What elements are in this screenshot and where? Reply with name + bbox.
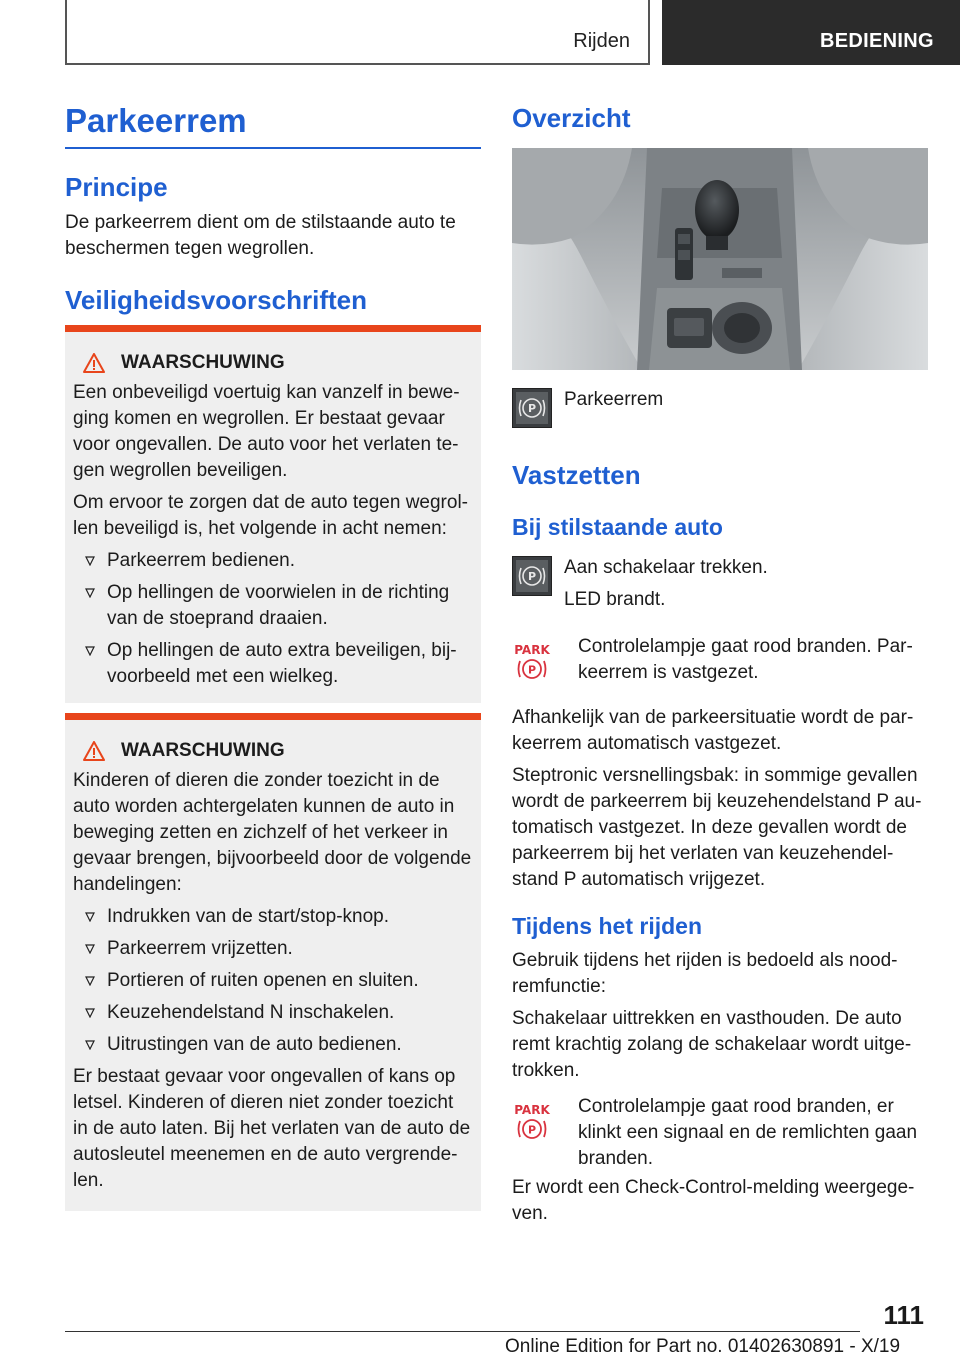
indicator-text: Controlelampje gaat rood branden, er klinkt een signaal en de remlichten gaan branden. <box>578 1096 918 1169</box>
triangle-bullet-icon <box>85 912 95 922</box>
triangle-bullet-icon <box>85 556 95 566</box>
triangle-bullet-icon <box>85 1040 95 1050</box>
list-item: Op hellingen de auto extra beveiligen, bij-voorbeeld met een wielkeg. <box>73 638 473 690</box>
step-led: LED brandt. <box>564 589 666 610</box>
svg-text:P: P <box>527 570 537 583</box>
indicator-text: Controlelampje gaat rood branden. Par-keerrem is vastgezet. <box>578 636 913 683</box>
paragraph: Steptronic versnellingsbak: in sommige gevallen wordt de parkeerrem bij keuzehendelstand P au-tomatisch vastgezet. In deze gevallen wordt de parkeerrem bij het verlaten van keuzehendel-stand P automatisch vrijgezet. <box>512 765 922 890</box>
page-title: Parkeerrem <box>65 102 247 139</box>
header-chapter: BEDIENING <box>662 0 960 65</box>
title-divider <box>65 147 481 149</box>
paragraph: Afhankelijk van de parkeersituatie wordt de par-keerrem automatisch vastgezet. <box>512 707 914 754</box>
warning-icon <box>83 353 105 373</box>
park-warning-lamp-icon <box>512 1094 552 1142</box>
warning-icon <box>83 741 105 761</box>
warning-list <box>73 548 473 690</box>
list-item: Op hellingen de voorwielen in de richting van de stoeprand draaien. <box>73 580 473 632</box>
indicator-row <box>512 634 928 686</box>
principe-text: De parkeerrem dient om de stilstaande auto te beschermen tegen wegrollen. <box>65 212 456 259</box>
warning-list <box>73 904 473 1058</box>
list-item: Keuzehendelstand N inschakelen. <box>73 1000 473 1026</box>
list-item: Indrukken van de start/stop-knop. <box>73 904 473 930</box>
warning-text: Er bestaat gevaar voor ongevallen of kans op letsel. Kinderen of dieren niet zonder toezicht in de auto laten. Bij het verlaten van de auto de autosleutel meenemen en de auto vergrende-len. <box>73 1066 471 1191</box>
svg-text:P: P <box>527 663 537 677</box>
warning-label: WAARSCHUWING <box>121 740 285 761</box>
check-control-section <box>512 1175 928 1233</box>
list-item: Parkeerrem bedienen. <box>73 548 473 574</box>
warning-text: Een onbeveiligd voertuig kan vanzelf in bewe-ging komen en wegrollen. Er bestaat gevaar voor ongevallen. De auto voor het verlaten te-gen wegrollen beveiligen. <box>73 382 460 481</box>
heading-principe: Principe <box>65 172 168 202</box>
step-row <box>512 556 768 613</box>
triangle-bullet-icon <box>85 944 95 954</box>
triangle-bullet-icon <box>85 1008 95 1018</box>
indicator-row <box>512 1094 928 1172</box>
svg-text:PARK: PARK <box>514 643 550 657</box>
triangle-bullet-icon <box>85 588 95 598</box>
step-pull: Aan schakelaar trekken. <box>564 557 768 578</box>
footer-edition: Online Edition for Part no. 01402630891 - X/19 <box>505 1336 901 1357</box>
list-item: Uitrustingen van de auto bedienen. <box>73 1032 473 1058</box>
warning-header <box>73 738 473 764</box>
paragraph: Er wordt een Check-Control-melding weergege-ven. <box>512 1177 915 1224</box>
triangle-bullet-icon <box>85 646 95 656</box>
list-item: Parkeerrem vrijzetten. <box>73 936 473 962</box>
heading-safety: Veiligheidsvoorschriften <box>65 285 367 315</box>
warning-box-1 <box>65 325 481 703</box>
page-number: 111 <box>883 1300 924 1330</box>
heading-vastzetten: Vastzetten <box>512 460 641 490</box>
triangle-bullet-icon <box>85 976 95 986</box>
paragraph: Gebruik tijdens het rijden is bedoeld als nood-remfunctie: <box>512 950 898 997</box>
header-section: Rijden <box>573 30 630 52</box>
warning-box-2 <box>65 713 481 1211</box>
list-item: Portieren of ruiten openen en sluiten. <box>73 968 473 994</box>
auto-parking-section <box>512 705 928 899</box>
center-console-photo <box>512 148 928 370</box>
heading-tijdens-het-rijden: Tijdens het rijden <box>512 913 702 939</box>
heading-bij-stilstaande-auto: Bij stilstaande auto <box>512 514 723 540</box>
park-warning-lamp-icon <box>512 634 552 682</box>
svg-text:P: P <box>527 402 537 415</box>
warning-text: Kinderen of dieren die zonder toezicht in de auto worden achtergelaten kunnen de auto in beweging zetten en zichzelf of het verkeer in gevaar brengen, bijvoorbeeld door de volgende handelingen: <box>73 770 472 895</box>
parking-brake-button-icon <box>512 388 552 428</box>
driving-section <box>512 948 928 1090</box>
parking-button-caption-row <box>512 388 663 428</box>
svg-text:P: P <box>527 1123 537 1137</box>
heading-overzicht: Overzicht <box>512 103 631 133</box>
warning-text: Om ervoor te zorgen dat de auto tegen wegrol-len beveiligd is, het volgende in acht nemen: <box>73 492 469 539</box>
step-text <box>564 555 768 613</box>
paragraph: Schakelaar uittrekken en vasthouden. De auto remt krachtig zolang de schakelaar wordt uitge-trokken. <box>512 1008 912 1081</box>
icon-caption: Parkeerrem <box>564 389 664 410</box>
warning-label: WAARSCHUWING <box>121 352 285 373</box>
header-frame <box>65 0 650 65</box>
parking-brake-button-icon <box>512 556 552 596</box>
footer-divider <box>65 1331 860 1332</box>
warning-header <box>73 350 473 376</box>
svg-text:PARK: PARK <box>514 1103 550 1117</box>
